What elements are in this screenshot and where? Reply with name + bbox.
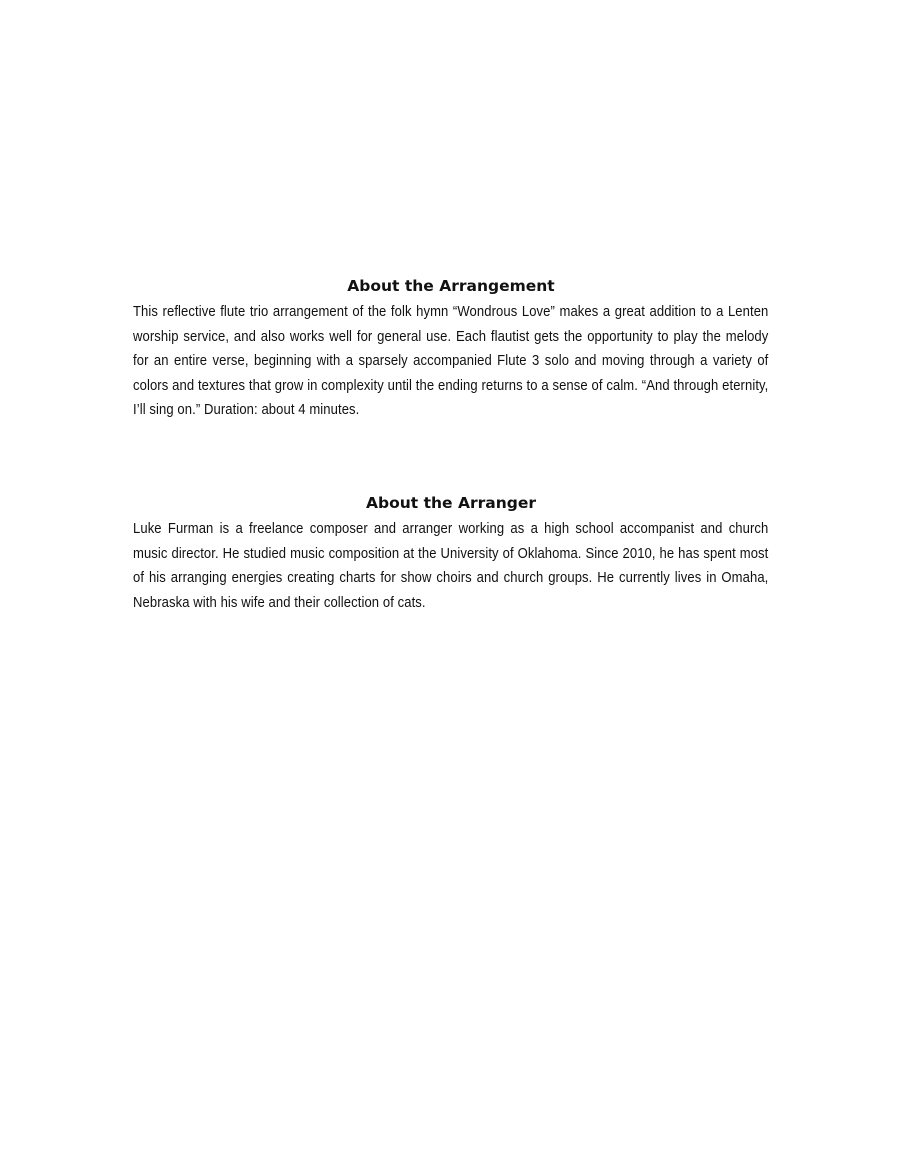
about-arranger-heading: About the Arranger (366, 494, 536, 512)
about-arranger-text: Luke Furman is a freelance composer and arranger working as a high school accompanist and church music director. He studied music composition at the University of Oklahoma. Since 2010, he has spent most of his arranging energies creating charts for show choirs and church groups. He currently lives in Omaha, Nebraska with his wife and their collection of cats. (133, 521, 769, 611)
about-arrangement-heading: About the Arrangement (347, 277, 555, 295)
about-arranger-section (133, 493, 769, 615)
about-arrangement-section (133, 276, 769, 423)
about-arrangement-text: This reflective flute trio arrangement of the folk hymn “Wondrous Love” makes a great addition to a Lenten worship service, and also works well for general use. Each flautist gets the opportunity to play the melody for an entire verse, beginning with a sparsely accompanied Flute 3 solo and moving through a variety of colors and textures that grow in complexity until the ending returns to a sense of calm. “And through eternity, I’ll sing on.” Duration: about 4 minutes. (133, 304, 769, 418)
